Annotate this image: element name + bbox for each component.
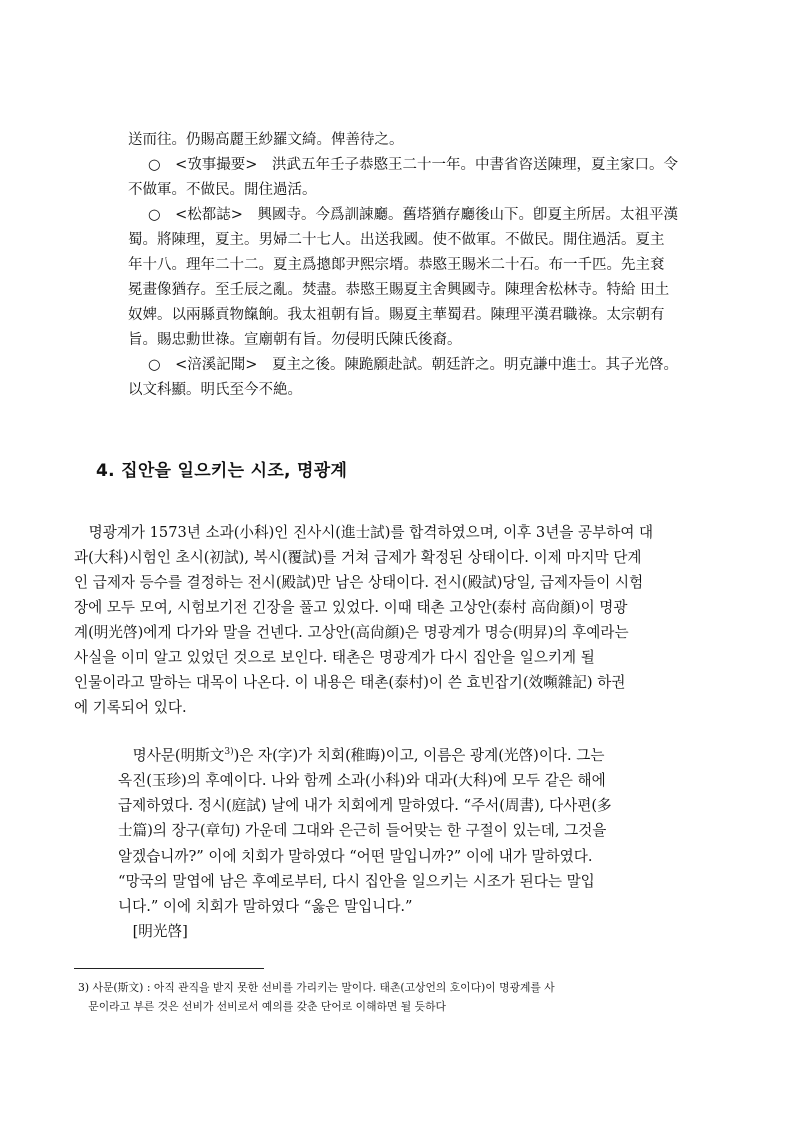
quote-line-3: 급제하였다. 정시(庭試) 날에 내가 치회에게 말하였다. “주서(周書), 다사편(多 xyxy=(118,797,612,815)
body-line-4: 장에 모두 모여, 시험보기전 긴장을 풀고 있었다. 이때 태촌 고상안(泰村 高尙顔)이 명광 xyxy=(74,599,628,616)
footnote-line-1: 3) 사문(斯文) : 아직 관직을 받지 못한 선비를 가리키는 말이다. 태촌(고상언의 호이다)이 명광계를 사 xyxy=(78,981,555,994)
classical-line-11: 以文科顯。明氏至今不絶。 xyxy=(128,382,302,398)
quote-line-7: 니다.” 이에 치회가 말하였다 “옳은 말입니다.” xyxy=(118,898,413,916)
body-line-3: 인 급제자 등수를 결정하는 전시(殿試)만 남은 상태이다. 전시(殿試)당일, 급제자들이 시험 xyxy=(74,574,644,591)
body-line-5: 계(明光啓)에게 다가와 말을 건넨다. 고상안(高尙顔)은 명광계가 명승(明昇)의 후예라는 xyxy=(74,624,629,641)
footnote-line-2: 문이라고 부른 것은 선비가 선비로서 예의를 갖춘 단어로 이해하면 될 듯하다 xyxy=(78,1000,446,1013)
classical-line-7: 冕畫像猶存。至壬辰之亂。焚盡。恭愍王賜夏主舍興國寺。陳理舍松林寺。特給 田土 xyxy=(128,282,670,298)
quote-line-2: 옥진(玉珍)의 후예이다. 나와 함께 소과(小科)와 대과(大科)에 모두 같은 해에 xyxy=(118,772,606,790)
block-quote xyxy=(118,740,713,944)
quote-line-4: 士篇)의 장구(章句) 가운데 그대와 은근히 들어맞는 한 구절이 있는데, 그것을 xyxy=(118,822,607,840)
classical-line-8: 奴婢。以兩縣貢物餼餉。我太祖朝有旨。賜夏主華蜀君。陳理平漢君職祿。太宗朝有 xyxy=(128,307,665,323)
classical-line-6: 年十八。理年二十二。夏主爲摠郞尹熙宗壻。恭愍王賜米二十石。布一千匹。先主袞 xyxy=(128,257,665,273)
classical-line-4: ○ <松都誌> 興國寺。今爲訓誎廳。舊塔猶存廳後山下。卽夏主所居。太祖平漢 xyxy=(148,207,678,223)
footnote-divider xyxy=(74,968,264,969)
body-paragraph xyxy=(74,520,714,720)
classical-line-5: 蜀。將陳理，夏主。男婦二十七人。出送我國。使不做軍。不做民。閒住過活。夏主 xyxy=(128,232,665,248)
quote-source: [明光啓] xyxy=(118,923,188,941)
quote-line-1-after: )은 자(字)가 치회(稚晦)이고, 이름은 광계(光啓)이다. 그는 xyxy=(233,746,605,764)
body-line-2: 과(大科)시험인 초시(初試), 복시(覆試)를 거쳐 급제가 확정된 상태이다. 이제 마지막 단계 xyxy=(74,549,642,566)
quote-line-6: “망국의 말엽에 남은 후예로부터, 다시 집안을 일으키는 시조가 된다는 말입 xyxy=(118,872,595,890)
classical-chinese-block xyxy=(128,128,703,403)
body-line-7: 인물이라고 말하는 대목이 나온다. 이 내용은 태촌(泰村)이 쓴 효빈잡기(效嚬雜記) 하권 xyxy=(74,674,626,691)
classical-line-9: 旨。賜忠勳世祿。宣廟朝有旨。勿侵明氏陳氏後裔。 xyxy=(128,332,462,348)
body-line-6: 사실을 이미 알고 있었던 것으로 보인다. 태촌은 명광계가 다시 집안을 일으키게 될 xyxy=(74,649,595,666)
classical-line-2: ○ <攷事撮要> 洪武五年壬子恭愍王二十一年。中書省咨送陳理，夏主家口。令 xyxy=(148,157,678,173)
footnote xyxy=(78,978,718,1016)
classical-line-10: ○ <涪溪記聞> 夏主之後。陳跪願赴試。朝廷許之。明克謙中進士。其子光啓。 xyxy=(148,357,678,373)
quote-line-1-before: 명사문(明斯文 xyxy=(118,746,225,764)
classical-line-3: 不做軍。不做民。閒住過活。 xyxy=(128,182,317,198)
section-heading: 4. 집안을 일으키는 시조, 명광계 xyxy=(96,461,348,481)
quote-line-5: 알겠습니까?” 이에 치회가 말하였다 “어떤 말입니까?” 이에 내가 말하였다. xyxy=(118,847,593,865)
body-line-8: 에 기록되어 있다. xyxy=(74,699,187,716)
classical-line-1: 送而往。仍賜高麗王紗羅文綺。俾善待之。 xyxy=(128,132,404,148)
footnote-reference[interactable]: 3) xyxy=(224,747,234,757)
body-line-1: 명광계가 1573년 소과(小科)인 진사시(進士試)를 합격하였으며, 이후 3년을 공부하여 대 xyxy=(74,524,654,541)
quote-line-1 xyxy=(118,740,713,768)
